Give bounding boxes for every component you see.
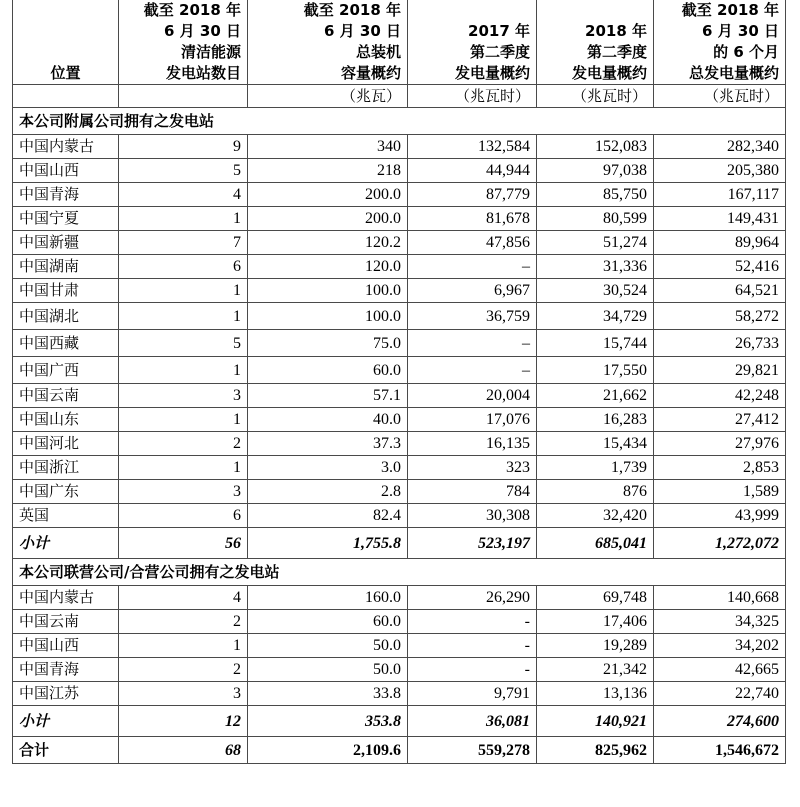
location-cell: 中国青海 [13, 183, 119, 207]
value-cell: 80,599 [537, 207, 654, 231]
value-cell: 29,821 [654, 357, 786, 384]
location-cell: 中国甘肃 [13, 279, 119, 303]
table-row [13, 183, 786, 207]
value-cell: 1 [119, 207, 248, 231]
value-cell: 149,431 [654, 207, 786, 231]
value-cell: 2 [119, 610, 248, 634]
section-header-row [13, 559, 786, 586]
section-title: 本公司附属公司拥有之发电站 [13, 108, 786, 135]
value-cell: – [408, 357, 537, 384]
table-row [13, 432, 786, 456]
value-cell: 85,750 [537, 183, 654, 207]
location-cell: 中国广西 [13, 357, 119, 384]
value-cell: 6 [119, 504, 248, 528]
value-cell: 140,668 [654, 586, 786, 610]
table-row [13, 357, 786, 384]
section-title: 本公司联营公司/合营公司拥有之发电站 [13, 559, 786, 586]
value-cell: 36,081 [408, 706, 537, 737]
value-cell: 27,976 [654, 432, 786, 456]
location-cell: 小计 [13, 706, 119, 737]
value-cell: 57.1 [248, 384, 408, 408]
value-cell: 97,038 [537, 159, 654, 183]
value-cell: 43,999 [654, 504, 786, 528]
value-cell: 7 [119, 231, 248, 255]
table-row [13, 408, 786, 432]
value-cell: 340 [248, 135, 408, 159]
value-cell: 17,550 [537, 357, 654, 384]
value-cell: 3 [119, 682, 248, 706]
value-cell: 1,589 [654, 480, 786, 504]
table-row [13, 456, 786, 480]
value-cell: 559,278 [408, 737, 537, 764]
value-cell: 685,041 [537, 528, 654, 559]
location-cell: 中国青海 [13, 658, 119, 682]
table-row [13, 330, 786, 357]
value-cell: 34,729 [537, 303, 654, 330]
table-row [13, 231, 786, 255]
col-header-6m-total: 截至 2018 年 6 月 30 日 的 6 个月 总发电量概约 [654, 0, 786, 85]
value-cell: 47,856 [408, 231, 537, 255]
value-cell: 60.0 [248, 357, 408, 384]
table-row [13, 384, 786, 408]
value-cell: 21,662 [537, 384, 654, 408]
value-cell: 784 [408, 480, 537, 504]
value-cell: 9,791 [408, 682, 537, 706]
value-cell: 42,248 [654, 384, 786, 408]
location-cell: 中国广东 [13, 480, 119, 504]
value-cell: 218 [248, 159, 408, 183]
value-cell: 1 [119, 279, 248, 303]
unit-cell: （兆瓦时） [537, 85, 654, 108]
table-row [13, 135, 786, 159]
value-cell: 22,740 [654, 682, 786, 706]
unit-cell: （兆瓦时） [408, 85, 537, 108]
value-cell: 15,434 [537, 432, 654, 456]
value-cell: 4 [119, 586, 248, 610]
value-cell: 19,289 [537, 634, 654, 658]
value-cell: 6 [119, 255, 248, 279]
value-cell: 33.8 [248, 682, 408, 706]
value-cell: 120.0 [248, 255, 408, 279]
value-cell: 30,524 [537, 279, 654, 303]
table-row [13, 504, 786, 528]
table-row [13, 480, 786, 504]
col-header-location: 位置 [13, 0, 119, 85]
value-cell: 160.0 [248, 586, 408, 610]
location-cell: 中国河北 [13, 432, 119, 456]
value-cell: 56 [119, 528, 248, 559]
value-cell: 17,076 [408, 408, 537, 432]
value-cell: 5 [119, 330, 248, 357]
table-row [13, 255, 786, 279]
value-cell: 2,109.6 [248, 737, 408, 764]
value-cell: 37.3 [248, 432, 408, 456]
location-cell: 中国云南 [13, 610, 119, 634]
value-cell: 2 [119, 658, 248, 682]
section-header-row [13, 108, 786, 135]
value-cell: 50.0 [248, 634, 408, 658]
table-row [13, 610, 786, 634]
header-row [13, 0, 786, 85]
value-cell: 20,004 [408, 384, 537, 408]
col-header-2017q2: 2017 年 第二季度 发电量概约 [408, 0, 537, 85]
table-row [13, 279, 786, 303]
col-header-2018q2: 2018 年 第二季度 发电量概约 [537, 0, 654, 85]
value-cell: 52,416 [654, 255, 786, 279]
value-cell: 200.0 [248, 207, 408, 231]
value-cell: 50.0 [248, 658, 408, 682]
power-station-table [12, 0, 786, 764]
value-cell: 152,083 [537, 135, 654, 159]
location-cell: 中国新疆 [13, 231, 119, 255]
value-cell: 17,406 [537, 610, 654, 634]
location-cell: 中国云南 [13, 384, 119, 408]
value-cell: 100.0 [248, 303, 408, 330]
location-cell: 中国山西 [13, 159, 119, 183]
value-cell: 1,739 [537, 456, 654, 480]
value-cell: 205,380 [654, 159, 786, 183]
subtotal-row [13, 528, 786, 559]
value-cell: 36,759 [408, 303, 537, 330]
value-cell: 353.8 [248, 706, 408, 737]
value-cell: 64,521 [654, 279, 786, 303]
value-cell: 1 [119, 456, 248, 480]
value-cell: 87,779 [408, 183, 537, 207]
location-cell: 合计 [13, 737, 119, 764]
value-cell: 4 [119, 183, 248, 207]
location-cell: 中国浙江 [13, 456, 119, 480]
value-cell: 68 [119, 737, 248, 764]
value-cell: 6,967 [408, 279, 537, 303]
value-cell: 200.0 [248, 183, 408, 207]
value-cell: 42,665 [654, 658, 786, 682]
value-cell: 69,748 [537, 586, 654, 610]
location-cell: 中国宁夏 [13, 207, 119, 231]
unit-cell: （兆瓦时） [654, 85, 786, 108]
table-row [13, 586, 786, 610]
value-cell: 26,290 [408, 586, 537, 610]
value-cell: 1,755.8 [248, 528, 408, 559]
table-row [13, 634, 786, 658]
unit-cell: （兆瓦） [248, 85, 408, 108]
value-cell: 2.8 [248, 480, 408, 504]
value-cell: 1 [119, 634, 248, 658]
location-cell: 中国湖南 [13, 255, 119, 279]
subtotal-row [13, 706, 786, 737]
table-row [13, 658, 786, 682]
value-cell: 34,202 [654, 634, 786, 658]
value-cell: 120.2 [248, 231, 408, 255]
location-cell: 中国内蒙古 [13, 135, 119, 159]
col-header-capacity: 截至 2018 年 6 月 30 日 总装机 容量概约 [248, 0, 408, 85]
table-row [13, 303, 786, 330]
value-cell: 9 [119, 135, 248, 159]
value-cell: 876 [537, 480, 654, 504]
value-cell: 82.4 [248, 504, 408, 528]
table-row [13, 682, 786, 706]
value-cell: 167,117 [654, 183, 786, 207]
value-cell: 13,136 [537, 682, 654, 706]
value-cell: 30,308 [408, 504, 537, 528]
value-cell: 1 [119, 303, 248, 330]
location-cell: 中国山东 [13, 408, 119, 432]
value-cell: – [408, 330, 537, 357]
value-cell: 60.0 [248, 610, 408, 634]
location-cell: 中国西藏 [13, 330, 119, 357]
unit-cell [13, 85, 119, 108]
value-cell: 1,546,672 [654, 737, 786, 764]
location-cell: 中国江苏 [13, 682, 119, 706]
value-cell: 100.0 [248, 279, 408, 303]
value-cell: – [408, 255, 537, 279]
location-cell: 中国湖北 [13, 303, 119, 330]
value-cell: 282,340 [654, 135, 786, 159]
location-cell: 中国山西 [13, 634, 119, 658]
value-cell: 81,678 [408, 207, 537, 231]
location-cell: 中国内蒙古 [13, 586, 119, 610]
value-cell: - [408, 634, 537, 658]
value-cell: 40.0 [248, 408, 408, 432]
value-cell: 3 [119, 480, 248, 504]
value-cell: 1 [119, 357, 248, 384]
value-cell: 27,412 [654, 408, 786, 432]
col-header-station-count: 截至 2018 年 6 月 30 日 清洁能源 发电站数目 [119, 0, 248, 85]
value-cell: 51,274 [537, 231, 654, 255]
location-cell: 英国 [13, 504, 119, 528]
value-cell: 16,283 [537, 408, 654, 432]
value-cell: 16,135 [408, 432, 537, 456]
value-cell: 3.0 [248, 456, 408, 480]
value-cell: 5 [119, 159, 248, 183]
value-cell: 75.0 [248, 330, 408, 357]
value-cell: 12 [119, 706, 248, 737]
total-row [13, 737, 786, 764]
value-cell: 89,964 [654, 231, 786, 255]
table-row [13, 159, 786, 183]
value-cell: 31,336 [537, 255, 654, 279]
value-cell: 323 [408, 456, 537, 480]
value-cell: 26,733 [654, 330, 786, 357]
unit-row [13, 85, 786, 108]
value-cell: 1,272,072 [654, 528, 786, 559]
value-cell: 132,584 [408, 135, 537, 159]
value-cell: 825,962 [537, 737, 654, 764]
table-row [13, 207, 786, 231]
value-cell: 274,600 [654, 706, 786, 737]
value-cell: 2 [119, 432, 248, 456]
value-cell: 140,921 [537, 706, 654, 737]
value-cell: 34,325 [654, 610, 786, 634]
value-cell: 2,853 [654, 456, 786, 480]
value-cell: 44,944 [408, 159, 537, 183]
location-cell: 小计 [13, 528, 119, 559]
value-cell: 523,197 [408, 528, 537, 559]
unit-cell [119, 85, 248, 108]
value-cell: - [408, 658, 537, 682]
value-cell: 1 [119, 408, 248, 432]
value-cell: 21,342 [537, 658, 654, 682]
value-cell: - [408, 610, 537, 634]
value-cell: 15,744 [537, 330, 654, 357]
value-cell: 3 [119, 384, 248, 408]
value-cell: 32,420 [537, 504, 654, 528]
value-cell: 58,272 [654, 303, 786, 330]
